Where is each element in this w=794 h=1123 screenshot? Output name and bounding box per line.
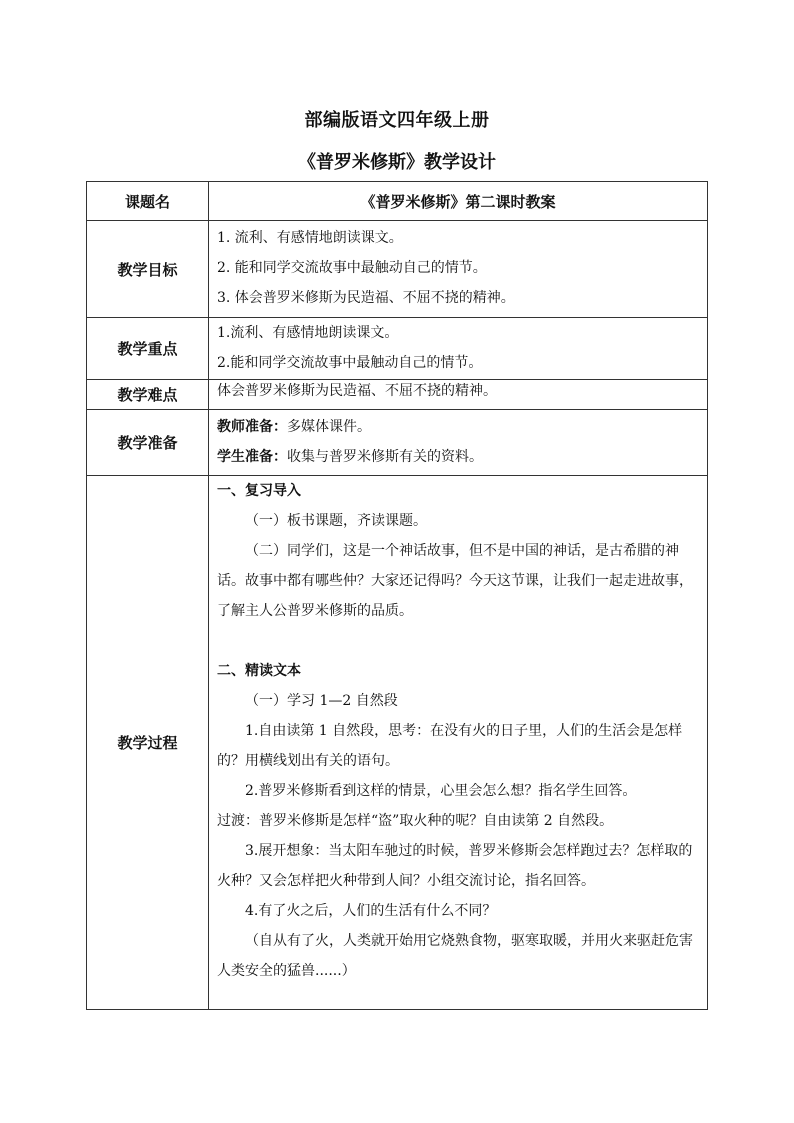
section-title-reading: 二、精读文本	[217, 663, 301, 679]
document-subtitle: 《普罗米修斯》教学设计	[298, 152, 496, 173]
goals-content	[209, 221, 708, 318]
reading-subsection: （一）学习 1—2 自然段	[245, 693, 398, 709]
table-row-preparation	[87, 410, 708, 476]
key-points-content	[209, 318, 708, 380]
reading-item-3: 3.展开想象：当太阳车驰过的时候，普罗米修斯会怎样跑过去？怎样取的火种？又会怎样把火种带到人间？小组交流讨论，指名回答。	[217, 843, 693, 889]
difficulty-value: 体会普罗米修斯为民造福、不屈不挠的精神。	[217, 383, 497, 399]
goals-label: 教学目标	[87, 221, 209, 318]
difficulty-content	[209, 380, 708, 410]
review-item-2: （二）同学们，这是一个神话故事，但不是中国的神话，是古希腊的神话。故事中都有哪些仲？大家还记得吗？今天这节课，让我们一起走进故事，了解主人公普罗米修斯的品质。	[217, 543, 693, 619]
topic-value: 《普罗米修斯》第二课时教案	[209, 182, 708, 221]
reading-answer: （自从有了火，人类就开始用它烧熟食物，驱寒取暖，并用火来驱赶危害人类安全的猛兽......）	[217, 933, 693, 979]
teacher-preparation-label: 教师准备：	[217, 419, 287, 435]
student-preparation-value: 收集与普罗米修斯有关的资料。	[287, 449, 483, 465]
teacher-preparation	[217, 412, 701, 442]
section-title-review: 一、复习导入	[217, 483, 301, 499]
table-row-key-points	[87, 318, 708, 380]
preparation-label: 教学准备	[87, 410, 209, 476]
student-preparation-label: 学生准备：	[217, 449, 287, 465]
review-item-1: （一）板书课题，齐读课题。	[245, 513, 427, 529]
reading-transition: 过渡：普罗米修斯是怎样“盗”取火种的呢？自由读第 2 自然段。	[217, 813, 614, 829]
teacher-preparation-value: 多媒体课件。	[287, 419, 371, 435]
table-row-difficulty	[87, 380, 708, 410]
document-title: 部编版语文四年级上册	[304, 110, 490, 131]
goal-item: 3. 体会普罗米修斯为民造福、不屈不挠的精神。	[217, 290, 515, 306]
process-label: 教学过程	[87, 476, 209, 1010]
spacer	[217, 626, 701, 656]
student-preparation	[217, 442, 701, 472]
reading-item-2: 2.普罗米修斯看到这样的情景，心里会怎么想？指名学生回答。	[245, 783, 637, 799]
lesson-plan-table	[86, 181, 708, 1010]
table-row-process	[87, 476, 708, 1010]
topic-label: 课题名	[87, 182, 209, 221]
key-point-item: 1.流利、有感情地朗读课文。	[217, 325, 399, 341]
key-points-label: 教学重点	[87, 318, 209, 380]
preparation-content	[209, 410, 708, 476]
key-point-item: 2.能和同学交流故事中最触动自己的情节。	[217, 355, 483, 371]
reading-item-1: 1.自由读第 1 自然段，思考：在没有火的日子里，人们的生活会是怎样的？用横线划出有关的语句。	[217, 723, 683, 769]
goal-item: 2. 能和同学交流故事中最触动自己的情节。	[217, 260, 487, 276]
table-row-goals	[87, 221, 708, 318]
difficulty-label: 教学难点	[87, 380, 209, 410]
process-content	[209, 476, 708, 1010]
goal-item: 1. 流利、有感情地朗读课文。	[217, 230, 403, 246]
reading-item-4: 4.有了火之后，人们的生活有什么不同？	[245, 903, 497, 919]
table-row-topic	[87, 182, 708, 221]
